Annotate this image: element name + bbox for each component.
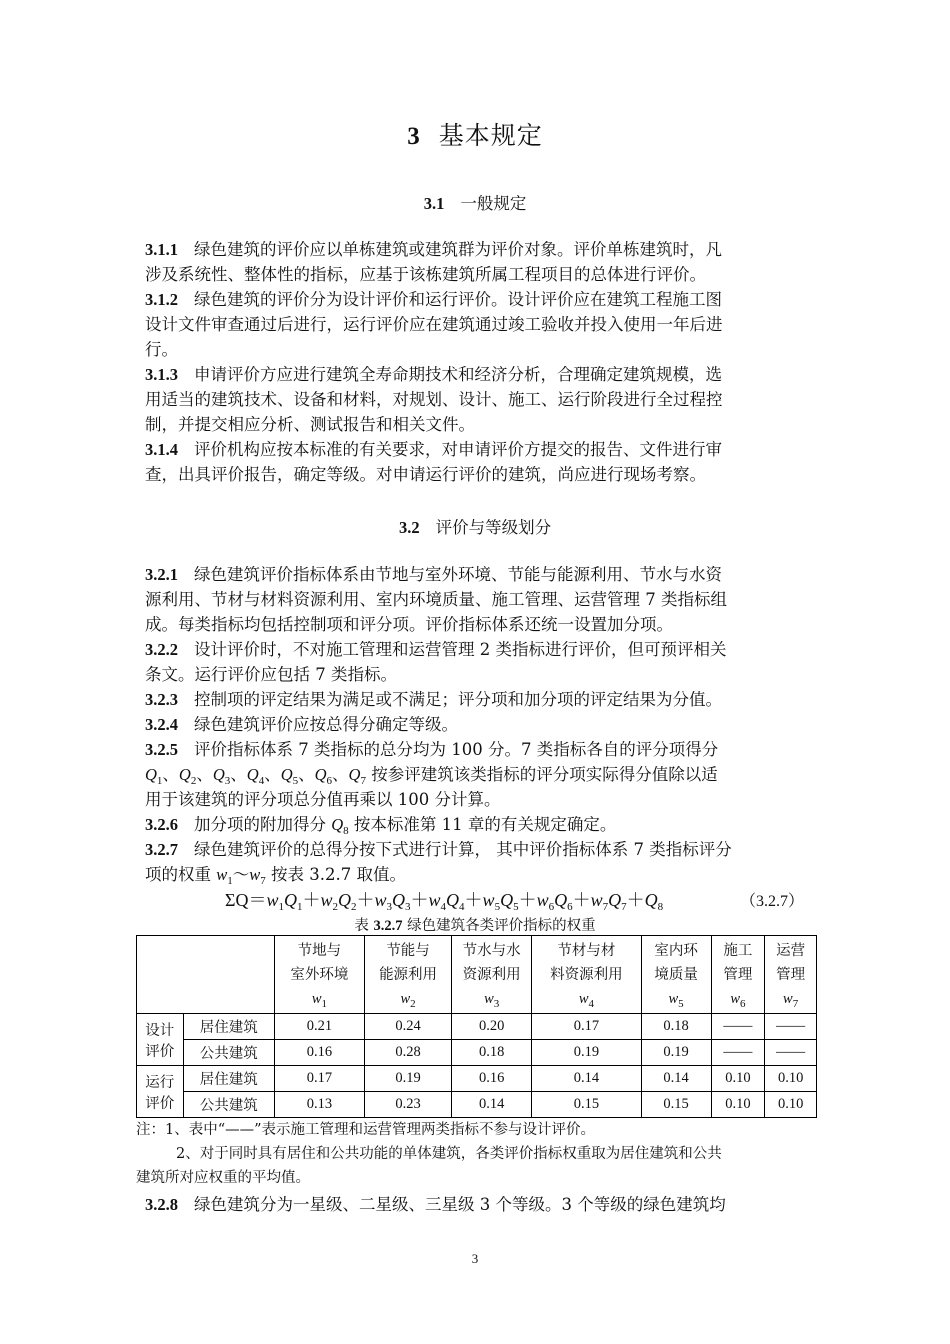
caption-text: 绿色建筑各类评价指标的权重 <box>402 918 596 934</box>
score-formula: $\Sigma Q=w_1Q_1+w_2Q_2+w_3Q_3+w_4Q_4+w_5Q_5+w_6Q_6+w_7Q_7+Q_8$ <box>225 890 664 913</box>
header-cell: 室内环 境质量 $w_5$ <box>641 936 711 1014</box>
header-cell: 节材与材 料资源利用 $w_4$ <box>532 936 641 1014</box>
clause-text: 条文。运行评价应包括 7 类指标。 <box>145 665 397 684</box>
table-caption <box>0 914 950 935</box>
value-cell: 0.13 <box>274 1092 364 1118</box>
value-cell: 0.19 <box>365 1066 452 1092</box>
value-cell: 0.14 <box>532 1066 641 1092</box>
section-title-3-1 <box>0 190 950 214</box>
value-cell: 0.10 <box>711 1066 765 1092</box>
row-type-cell: 居住建筑 <box>183 1066 274 1092</box>
clause-text: 项的权重 <box>145 865 217 884</box>
clause-number: 3.2.8 <box>145 1195 178 1214</box>
value-cell: 0.14 <box>452 1092 532 1118</box>
section-title-3-2 <box>0 514 950 538</box>
clause-text: 绿色建筑评价指标体系由节地与室外环境、节能与能源利用、节水与水资 <box>194 565 722 584</box>
table-row <box>137 1066 817 1092</box>
clause-text: 申请评价方应进行建筑全寿命期技术和经济分析，合理确定建筑规模，选 <box>194 365 722 384</box>
section-title-text: 一般规定 <box>460 194 527 213</box>
clause-number: 3.2.1 <box>145 565 178 584</box>
clause-text: 评价机构应按本标准的有关要求，对申请评价方提交的报告、文件进行审 <box>194 440 722 459</box>
value-cell: 0.10 <box>765 1066 817 1092</box>
value-cell: 0.24 <box>365 1014 452 1040</box>
value-cell: 0.17 <box>274 1066 364 1092</box>
header-cell: 施工 管理 $w_6$ <box>711 936 765 1014</box>
header-cell: 节能与 能源利用 $w_2$ <box>365 936 452 1014</box>
clause-text: 设计评价时，不对施工管理和运营管理 2 类指标进行评价，但可预评相关 <box>194 640 727 659</box>
caption-prefix: 表 <box>354 918 374 934</box>
table-header-row <box>137 936 817 1014</box>
clause-number: 3.1.3 <box>145 365 178 384</box>
value-cell: 0.16 <box>274 1040 364 1066</box>
table-note-2-cont: 建筑所对应权重的平均值。 <box>136 1170 310 1186</box>
row-type-cell: 公共建筑 <box>183 1040 274 1066</box>
header-cell: 运营 管理 $w_7$ <box>765 936 817 1014</box>
clause-number: 3.1.1 <box>145 240 178 259</box>
clause-text: 查，出具评价报告，确定等级。对申请运行评价的建筑，尚应进行现场考察。 <box>145 465 706 484</box>
table-note-2: 2、对于同时具有居住和公共功能的单体建筑，各类评价指标权重取为居住建筑和公共 <box>176 1146 722 1162</box>
value-cell: —— <box>711 1040 765 1066</box>
section-title-text: 评价与等级划分 <box>435 518 552 537</box>
table-row <box>137 1014 817 1040</box>
page-number: 3 <box>471 1251 479 1266</box>
clause-text: 设计文件审查通过后进行，运行评价应在建筑通过竣工验收并投入使用一年后进 <box>145 315 723 334</box>
clause-text: 评价指标体系 7 类指标的总分均为 100 分。7 类指标各自的评分项得分 <box>194 740 719 759</box>
clause-number: 3.2.6 <box>145 815 178 834</box>
table-row <box>137 1040 817 1066</box>
row-type-cell: 公共建筑 <box>183 1092 274 1118</box>
value-cell: 0.15 <box>532 1092 641 1118</box>
clause-3-2-8 <box>145 1192 805 1217</box>
clause-3-2-1 <box>145 562 805 637</box>
clause-number: 3.1.2 <box>145 290 178 309</box>
value-cell: 0.15 <box>641 1092 711 1118</box>
clause-3-1-3 <box>145 362 805 437</box>
clause-text: 按本标准第 11 章的有关规定确定。 <box>348 815 617 834</box>
header-cell: 节地与 室外环境 $w_1$ <box>274 936 364 1014</box>
header-cell: 节水与水 资源利用 $w_3$ <box>452 936 532 1014</box>
value-cell: 0.19 <box>532 1040 641 1066</box>
clause-text-with-variables: $Q_1$、$Q_2$、$Q_3$、$Q_4$、$Q_5$、$Q_6$、$Q_7$ 按参评建筑该类指标的评分项实际得分值除以适 <box>145 765 718 787</box>
value-cell: 0.18 <box>641 1014 711 1040</box>
value-cell: 0.28 <box>365 1040 452 1066</box>
clause-text: 行。 <box>145 340 178 359</box>
clause-number: 3.2.7 <box>145 840 178 859</box>
value-cell: 0.10 <box>765 1092 817 1118</box>
clause-text: 按参评建筑该类指标的评分项实际得分值除以适 <box>371 765 718 784</box>
clause-text: 控制项的评定结果为满足或不满足；评分项和加分项的评定结果为分值。 <box>194 690 722 709</box>
clause-3-2-6: 3.2.6 加分项的附加得分 $Q_8$ 按本标准第 11 章的有关规定确定。 <box>145 815 617 837</box>
table-corner-cell <box>137 936 275 1014</box>
value-cell: 0.17 <box>532 1014 641 1040</box>
value-cell: 0.21 <box>274 1014 364 1040</box>
clause-text: 用适当的建筑技术、设备和材料，对规划、设计、施工、运行阶段进行全过程控 <box>145 390 723 409</box>
value-cell: 0.10 <box>711 1092 765 1118</box>
chapter-title <box>0 116 950 152</box>
value-cell: 0.19 <box>641 1040 711 1066</box>
formula-number: （3.2.7） <box>740 893 805 910</box>
group-cell: 运行 评价 <box>137 1066 184 1118</box>
chapter-title-text: 基本规定 <box>438 121 543 150</box>
value-cell: 0.23 <box>365 1092 452 1118</box>
clause-text: 制，并提交相应分析、测试报告和相关文件。 <box>145 415 475 434</box>
clause-3-2-2 <box>145 637 805 687</box>
section-number: 3.1 <box>423 194 445 213</box>
clause-3-2-3 <box>145 687 805 712</box>
value-cell: —— <box>765 1040 817 1066</box>
clause-text: 绿色建筑的评价应以单栋建筑或建筑群为评价对象。评价单栋建筑时，凡 <box>194 240 722 259</box>
weights-table <box>136 935 817 1118</box>
clause-number: 3.2.3 <box>145 690 178 709</box>
clause-3-1-1 <box>145 237 805 287</box>
clause-3-2-4 <box>145 712 805 737</box>
group-cell: 设计 评价 <box>137 1014 184 1066</box>
clause-text: 成。每类指标均包括控制项和评分项。评价指标体系还统一设置加分项。 <box>145 615 673 634</box>
clause-number: 3.1.4 <box>145 440 178 459</box>
clause-3-1-2 <box>145 287 805 362</box>
clause-text: 绿色建筑的评价分为设计评价和运行评价。设计评价应在建筑工程施工图 <box>194 290 722 309</box>
clause-text: 绿色建筑评价的总得分按下式进行计算， 其中评价指标体系 7 类指标评分 <box>194 840 732 859</box>
chapter-number: 3 <box>407 123 421 150</box>
clause-3-2-7: 3.2.7 绿色建筑评价的总得分按下式进行计算， 其中评价指标体系 7 类指标评分 项的权重 $w_1\sim w_7$ 按表 3.2.7 取值。 <box>145 840 732 887</box>
clause-text: 绿色建筑分为一星级、二星级、三星级 3 个等级。3 个等级的绿色建筑均 <box>194 1195 726 1214</box>
clause-text: 涉及系统性、整体性的指标，应基于该栋建筑所属工程项目的总体进行评价。 <box>145 265 706 284</box>
clause-3-2-5 <box>145 737 805 812</box>
table-row <box>137 1092 817 1118</box>
clause-3-1-4 <box>145 437 805 487</box>
clause-text: 用于该建筑的评分项总分值再乘以 100 分计算。 <box>145 790 501 809</box>
clause-number: 3.2.4 <box>145 715 178 734</box>
value-cell: —— <box>711 1014 765 1040</box>
table-note-1: 注：1、表中“——”表示施工管理和运营管理两类指标不参与设计评价。 <box>136 1122 596 1138</box>
value-cell: 0.20 <box>452 1014 532 1040</box>
clause-text: 按表 3.2.7 取值。 <box>265 865 406 884</box>
caption-number: 3.2.7 <box>373 918 403 934</box>
value-cell: 0.18 <box>452 1040 532 1066</box>
section-number: 3.2 <box>398 518 420 537</box>
value-cell: 0.14 <box>641 1066 711 1092</box>
clause-number: 3.2.5 <box>145 740 178 759</box>
value-cell: 0.16 <box>452 1066 532 1092</box>
clause-number: 3.2.2 <box>145 640 178 659</box>
clause-text: 源利用、节材与材料资源利用、室内环境质量、施工管理、运营管理 7 类指标组 <box>145 590 727 609</box>
row-type-cell: 居住建筑 <box>183 1014 274 1040</box>
value-cell: —— <box>765 1014 817 1040</box>
clause-text: 绿色建筑评价应按总得分确定等级。 <box>194 715 458 734</box>
clause-text: 加分项的附加得分 <box>194 815 332 834</box>
